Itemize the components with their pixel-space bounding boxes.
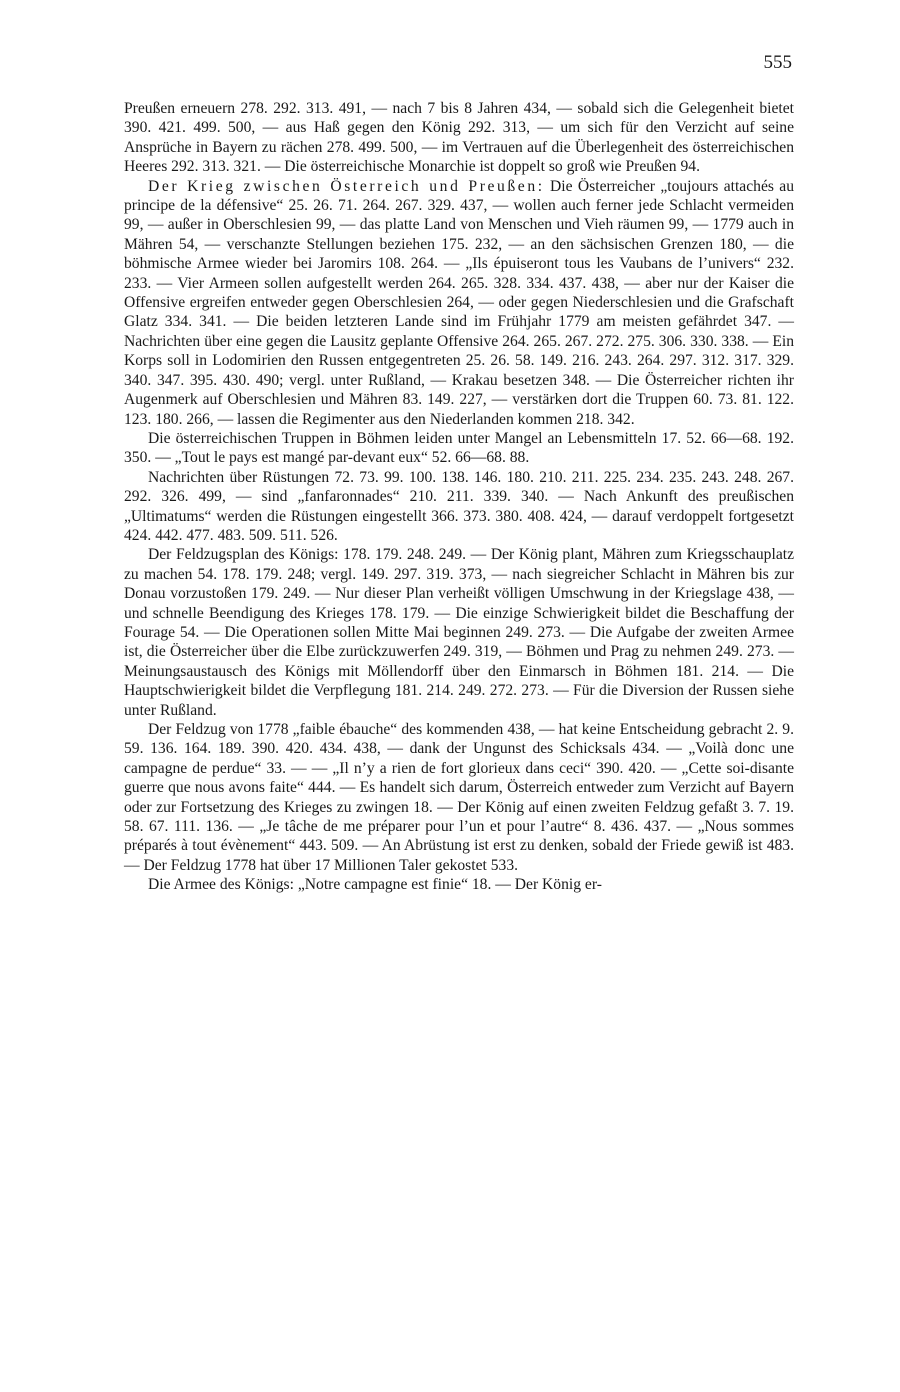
paragraph-3 xyxy=(124,429,794,468)
paragraph-text: Der Feldzug von 1778 „faible ébauche“ des kommenden 438, — hat keine Entscheidung gebracht 2. 9. 59. 136. 164. 189. 390. 420. 434. 438, — dank der Ungunst des Schicksals 434. — „Voilà donc une campagne de perdue“ 33. — — „Il n’y a rien de fort glorieux dans ceci“ 390. 420. — „Cette soi-disante guerre que nous avons faite“ 444. — Es handelt sich darum, Österreich entweder zum Verzicht auf Bayern oder zur Fortsetzung des Krieges zu zwingen 18. — Der König auf einen zweiten Feldzug gefaßt 3. 7. 19. 58. 67. 111. 136. — „Je tâche de me préparer pour l’un et pour l’autre“ 8. 436. 437. — „Nous sommes préparés à tout évènement“ 443. 509. — An Abrüstung ist erst zu denken, sobald der Friede gewiß ist 483. — Der Feldzug 1778 hat über 17 Millionen Taler gekostet 533. xyxy=(124,721,794,874)
paragraph-text: Die Armee des Königs: „Notre campagne est finie“ 18. — Der König er- xyxy=(148,876,602,894)
paragraph-6 xyxy=(124,720,794,875)
paragraph-5 xyxy=(124,545,794,720)
paragraph-text: Nachrichten über Rüstungen 72. 73. 99. 100. 138. 146. 180. 210. 211. 225. 234. 235. 243. 248. 267. 292. 326. 499, — sind „fanfaronnades“ 210. 211. 339. 340. — Nach Ankunft des preußischen „Ultimatums“ werden die Rüstungen eingestellt 366. 373. 380. 408. 424, — darauf verdoppelt fortgesetzt 424. 442. 477. 483. 509. 511. 526. xyxy=(124,468,794,544)
paragraph-2 xyxy=(124,177,794,429)
paragraph-text: Die österreichischen Truppen in Böhmen leiden unter Mangel an Lebensmitteln 17. 52. 66—68. 192. 350. — „Tout le pays est mangé par-devant eux“ 52. 66—68. 88. xyxy=(124,429,794,467)
index-text-block xyxy=(124,99,794,895)
paragraph-text: Preußen erneuern 278. 292. 313. 491, — nach 7 bis 8 Jahren 434, — sobald sich die Gelegenheit bietet 390. 421. 499. 500, — aus Haß gegen den König 292. 313, — um sich für den Verzicht auf seine Ansprüche in Bayern zu rächen 278. 499. 500, — im Vertrauen auf die Überlegenheit des österreichischen Heeres 292. 313. 321. — Die österreichische Monarchie ist doppelt so groß wie Preußen 94. xyxy=(124,100,794,176)
paragraph-1 xyxy=(124,99,794,177)
paragraph-text: Die Österreicher „toujours attachés au principe de la défensive“ 25. 26. 71. 264. 267. 329. 437, — wollen auch ferner jede Schlacht vermeiden 99, — außer in Oberschlesien 99, — das platte Land von Menschen und Vieh räumen 99, — 1779 auch in Mähren 54, — verschanzte Stellungen beziehen 175. 232, — an den sächsischen Grenzen 180, — die böhmische Armee wieder bei Jaromirs 108. 264. — „Ils épuiseront tous les Vaubans de l’univers“ 232. 233. — Vier Armeen sollen aufgestellt werden 264. 265. 328. 334. 437. 438, — aber nur der Kaiser die Offensive ergreifen entweder gegen Oberschlesien 264, — oder gegen Niederschlesien und die Grafschaft Glatz 334. 341. — Die beiden letzteren Lande sind im Frühjahr 1779 am meisten gefährdet 347. — Nachrichten über eine gegen die Lausitz geplante Offensive 264. 265. 267. 272. 275. 306. 330. 338. — Ein Korps soll in Lodomirien den Russen entgegentreten 25. 26. 58. 149. 216. 243. 264. 297. 312. 317. 329. 340. 347. 395. 430. 490; vergl. unter Rußland, — Krakau besetzen 348. — Die Österreicher richten ihr Augenmerk auf Oberschlesien und Mähren 83. 149. 227, — verstärken dort die Truppen 60. 73. 81. 122. 123. 180. 266, — lassen die Regimenter aus den Niederlanden kommen 218. 342. xyxy=(124,177,795,428)
paragraph-7 xyxy=(124,875,794,894)
page-number: 555 xyxy=(763,52,792,73)
section-heading: Der Krieg zwischen Österreich und Preußen: xyxy=(148,177,545,195)
paragraph-text: Der Feldzugsplan des Königs: 178. 179. 248. 249. — Der König plant, Mähren zum Kriegsschauplatz zu machen 54. 178. 179. 248; vergl. 149. 297. 319. 373, — nach siegreicher Schlacht in Mähren bis zur Donau vorzustoßen 179. 249. — Nur dieser Plan verheißt völligen Umschwung in der Kriegslage 438, — und schnelle Beendigung des Krieges 178. 179. — Die einzige Schwierigkeit bildet die Beschaffung der Fourage 54. — Die Operationen sollen Mitte Mai beginnen 249. 273. — Die Aufgabe der zweiten Armee ist, die Österreicher über die Elbe zurückzuwerfen 249. 319, — Böhmen und Prag zu nehmen 249. 273. — Meinungsaustausch des Königs mit Möllendorff über den Einmarsch in Böhmen 181. 214. — Die Hauptschwierigkeit bildet die Verpflegung 181. 214. 249. 272. 273. — Für die Diversion der Russen siehe unter Rußland. xyxy=(124,546,794,719)
paragraph-4 xyxy=(124,468,794,546)
